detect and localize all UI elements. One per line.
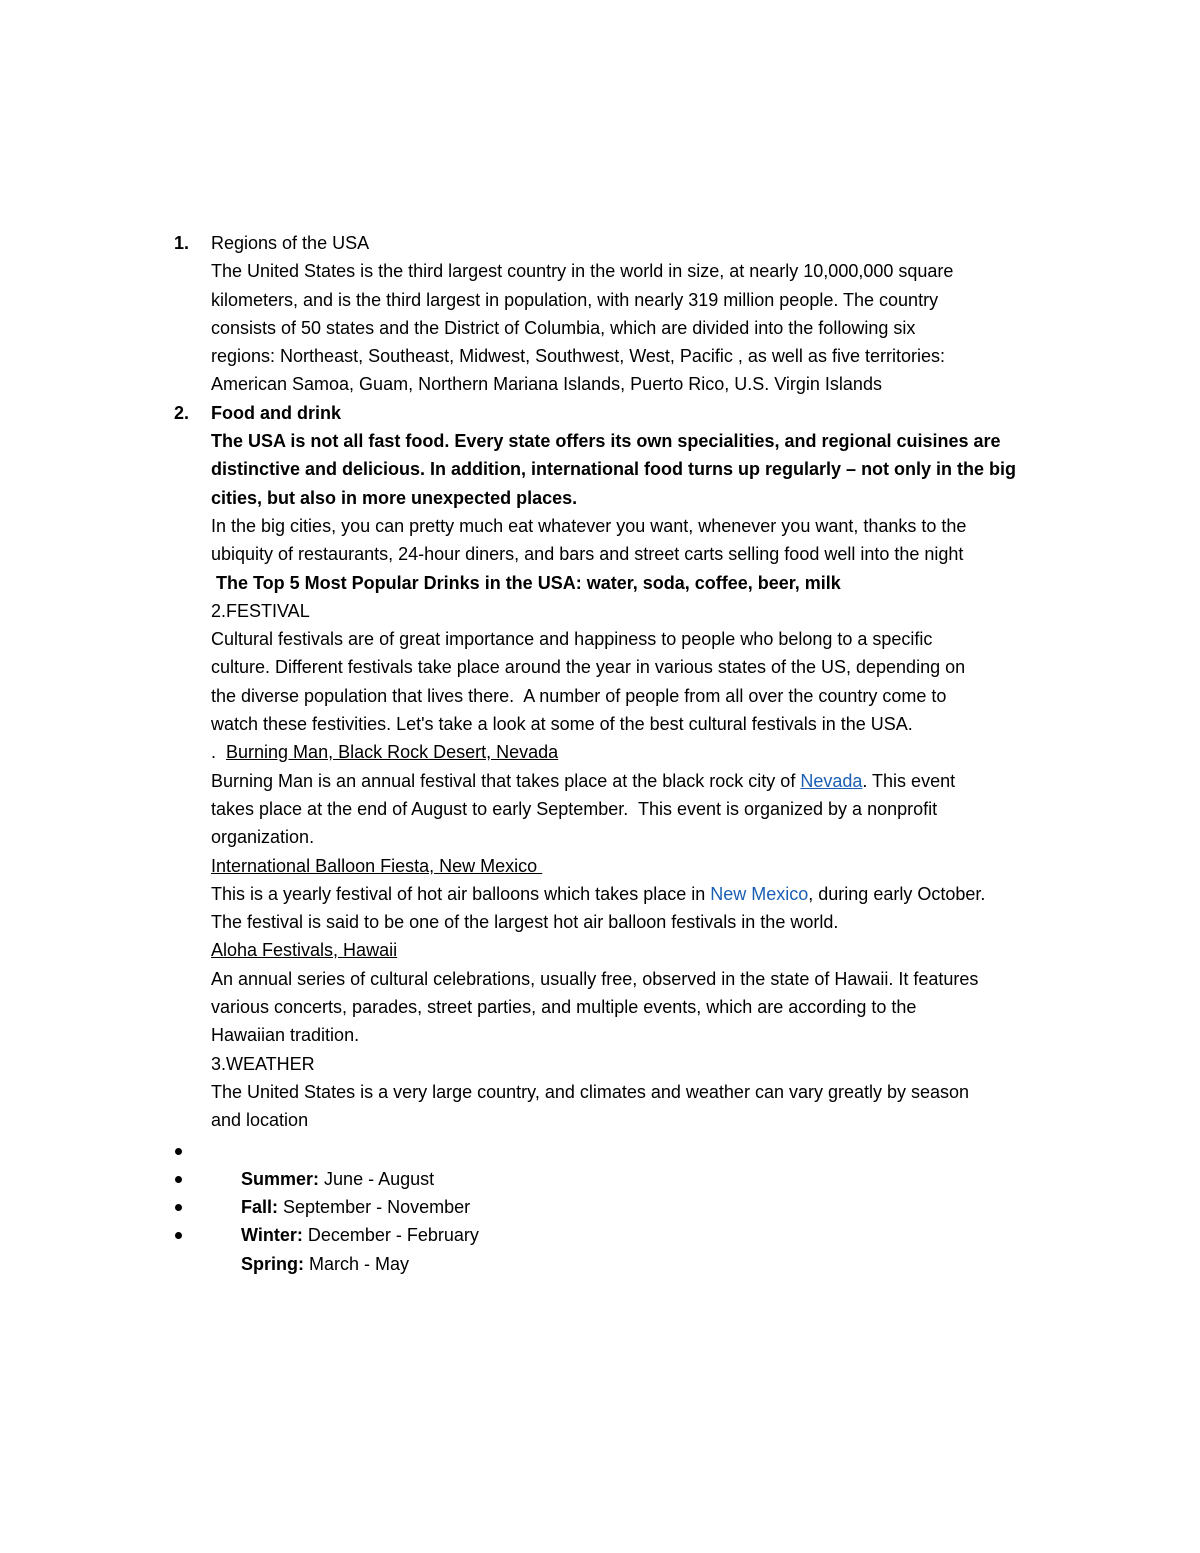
- nevada-link[interactable]: Nevada: [800, 770, 863, 791]
- bold-paragraph-line: The USA is not all fast food. Every state offers its own specialities, and regional cuisines are: [211, 431, 1001, 452]
- season-value: December - February: [302, 1225, 479, 1246]
- paragraph-line: culture. Different festivals take place around the year in various states of the US, depending on: [211, 657, 966, 678]
- weather-heading: 3.WEATHER: [211, 1053, 315, 1074]
- new-mexico-link[interactable]: New Mexico: [710, 883, 809, 904]
- section-2-heading: [174, 399, 1071, 427]
- paragraph-line: organization.: [211, 827, 315, 848]
- paragraph-line: American Samoa, Guam, Northern Mariana Islands, Puerto Rico, U.S. Virgin Islands: [211, 374, 882, 395]
- section-1-heading: [174, 229, 1071, 257]
- paragraph-line: regions: Northeast, Southeast, Midwest, Southwest, West, Pacific , as well as five territories:: [211, 346, 945, 367]
- burning-man-heading: [211, 738, 1071, 766]
- bullet-icon: [175, 1176, 182, 1183]
- paragraph-line: In the big cities, you can pretty much eat whatever you want, whenever you want, thanks to the: [211, 515, 967, 536]
- season-value: March - May: [304, 1253, 410, 1274]
- paragraph-line: consists of 50 states and the District of Columbia, which are divided into the following six: [211, 317, 916, 338]
- paragraph-line: various concerts, parades, street parties, and multiple events, which are according to the: [211, 997, 917, 1018]
- season-label: Fall:: [241, 1197, 279, 1218]
- paragraph-line: kilometers, and is the third largest in population, with nearly 319 million people. The country: [211, 289, 939, 310]
- burning-man-text-end: . This event: [862, 770, 956, 791]
- paragraph-line: The festival is said to be one of the largest hot air balloon festivals in the world.: [211, 912, 839, 933]
- burning-man-line-1: [211, 767, 1071, 795]
- balloon-text: This is a yearly festival of hot air balloons which takes place in: [211, 883, 711, 904]
- balloon-fiesta-heading: [211, 852, 1071, 880]
- burning-man-title: Burning Man, Black Rock Desert, Nevada: [226, 742, 559, 763]
- season-item: [211, 1193, 1071, 1246]
- bullet-icon: [175, 1204, 182, 1211]
- balloon-text-end: , during early October.: [808, 883, 986, 904]
- paragraph-line: The United States is the third largest country in the world in size, at nearly 10,000,000 square: [211, 261, 954, 282]
- season-label: Spring:: [241, 1253, 305, 1274]
- document-body: [0, 229, 1200, 1274]
- bullet-icon: [175, 1148, 182, 1155]
- paragraph-line: Cultural festivals are of great importance and happiness to people who belong to a specific: [211, 629, 933, 650]
- season-label: Summer:: [241, 1168, 320, 1189]
- season-value: September - November: [278, 1197, 471, 1218]
- paragraph-line: takes place at the end of August to early September. This event is organized by a nonprofit: [211, 798, 938, 819]
- paragraph-line: the diverse population that lives there. A number of people from all over the country come to: [211, 685, 947, 706]
- season-label: Winter:: [241, 1225, 303, 1246]
- section-2-title: Food and drink: [211, 402, 341, 423]
- paragraph-line: and location: [211, 1110, 309, 1131]
- aloha-heading: [211, 936, 1071, 964]
- paragraph-line: watch these festivities. Let's take a look at some of the best cultural festivals in the USA.: [211, 714, 913, 735]
- paragraph-line: An annual series of cultural celebrations, usually free, observed in the state of Hawaii. It features: [211, 968, 979, 989]
- burning-man-text: Burning Man is an annual festival that takes place at the black rock city of: [211, 770, 801, 791]
- balloon-line-1: [211, 880, 1071, 908]
- paragraph-line: The United States is a very large country, and climates and weather can vary greatly by season: [211, 1081, 970, 1102]
- bold-paragraph-line: distinctive and delicious. In addition, international food turns up regularly – not only in the big: [211, 459, 1017, 480]
- season-item: [211, 1137, 1071, 1189]
- aloha-title: Aloha Festivals, Hawaii: [211, 940, 398, 961]
- bullet-icon: [175, 1232, 182, 1239]
- bold-paragraph-line: cities, but also in more unexpected places.: [211, 487, 578, 508]
- burning-man-prefix: .: [211, 742, 227, 763]
- season-item: [211, 1221, 1071, 1274]
- balloon-fiesta-title: International Balloon Fiesta, New Mexico: [211, 855, 543, 876]
- season-value: June - August: [319, 1168, 435, 1189]
- paragraph-line: Hawaiian tradition.: [211, 1025, 360, 1046]
- section-1-title: Regions of the USA: [211, 233, 370, 253]
- festival-heading: 2.FESTIVAL: [211, 600, 310, 621]
- season-item: [211, 1165, 1071, 1218]
- section-2-number: 2.: [174, 402, 190, 423]
- paragraph-line: ubiquity of restaurants, 24-hour diners, and bars and street carts selling food well into the night: [211, 544, 964, 565]
- section-1-number: 1.: [174, 233, 190, 253]
- drinks-line: The Top 5 Most Popular Drinks in the USA: water, soda, coffee, beer, milk: [211, 572, 841, 593]
